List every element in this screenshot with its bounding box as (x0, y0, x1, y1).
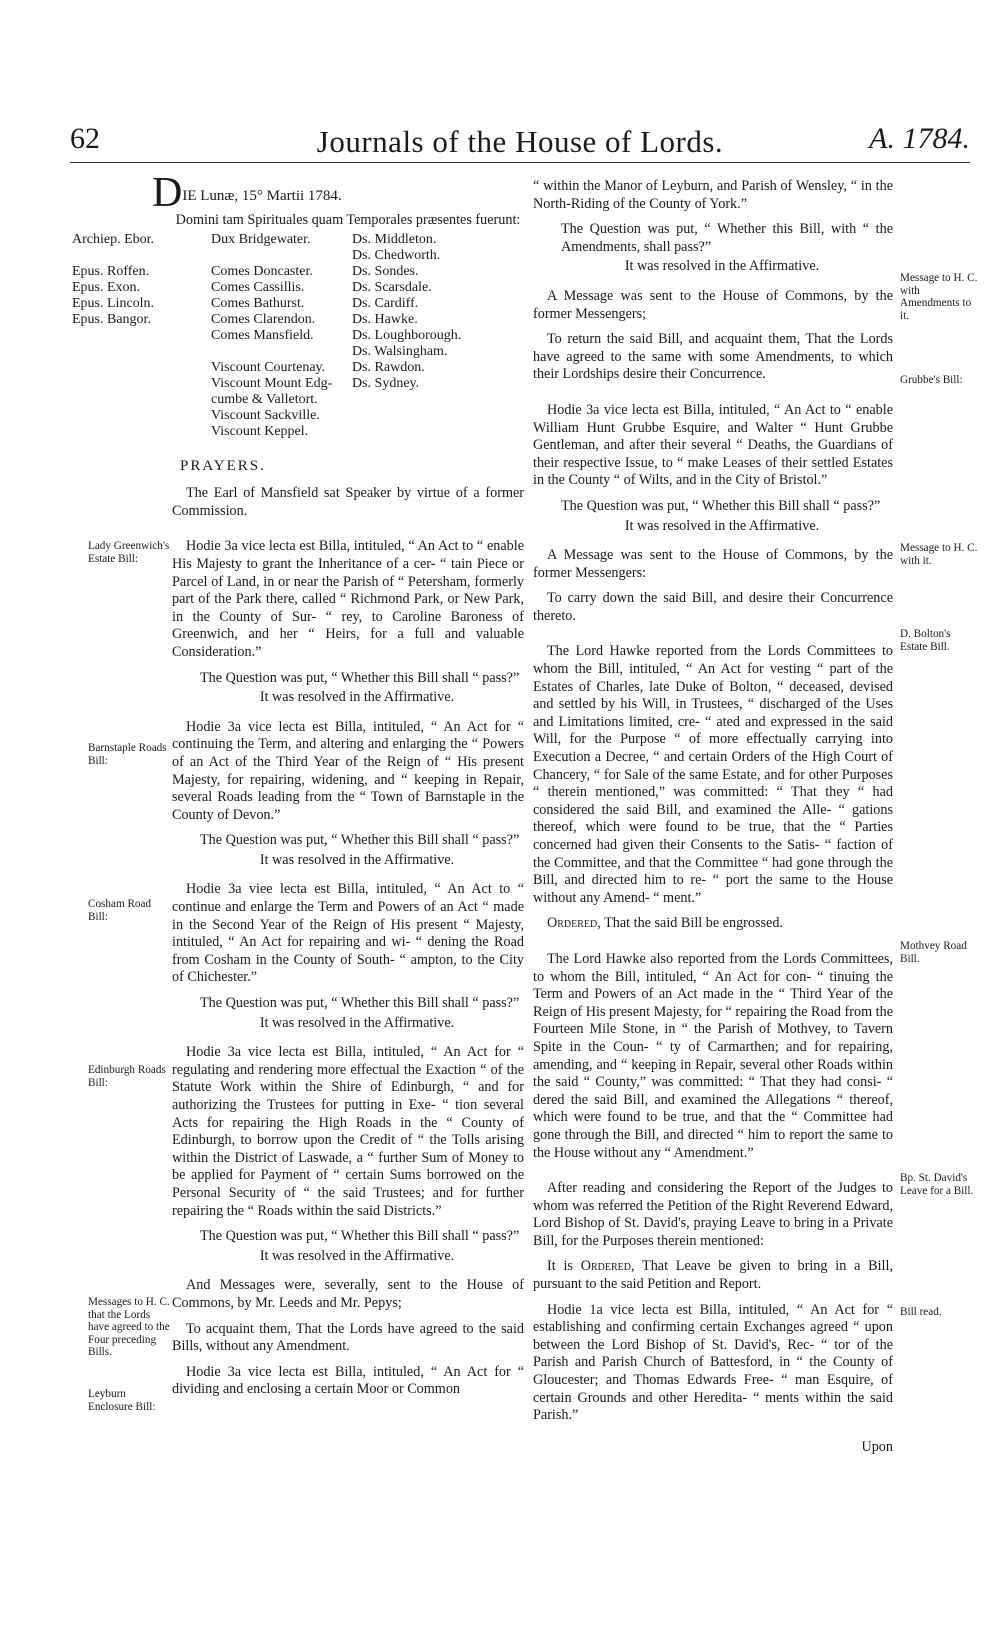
st-davids-report-text: After reading and considering the Report of the Judges to whom was referred the Petition of the Right Reverend Edward, Lord Bishop of St. David's, praying Leave to bring in a Private Bill, for the Purposes therein mentioned: (533, 1180, 893, 1249)
attendee-name: Ds. Hawke. (352, 311, 418, 327)
resolution: It was resolved in the Affirmative. (259, 851, 455, 868)
resolution: It was resolved in the Affirmative. (624, 258, 820, 275)
margin-note-bolton: D. Bolton's Estate Bill. (900, 628, 951, 653)
attendee-name: Epus. Lincoln. (72, 295, 155, 311)
attendee-name: Ds. Chedworth. (352, 247, 441, 263)
page-year: A. 1784. (869, 122, 970, 155)
margin-note-grubbe: Grubbe's Bill: (900, 374, 963, 386)
attendee-name: Epus. Exon. (72, 279, 141, 295)
resolution: It was resolved in the Affirmative. (259, 689, 455, 706)
attendee-name: Comes Cassillis. (211, 279, 305, 295)
present-heading: Domini tam Spirituales quam Temporales præsentes fuerunt: (175, 212, 521, 228)
question-put: The Question was put, “ Whether this Bill, with “ the Amendments, shall pass?” (561, 221, 893, 255)
attendee-name (211, 344, 351, 360)
attendance-col-peers (211, 232, 351, 440)
attendee-name: Ds. Rawdon. (352, 359, 425, 375)
ordered-label: Ordered (580, 1258, 631, 1275)
question-put: The Question was put, “ Whether this Bill shall “ pass?” (200, 832, 520, 849)
resolution: It was resolved in the Affirmative. (624, 517, 820, 534)
attendee-name: Viscount Courtenay. (211, 359, 326, 375)
messages-text: And Messages were, severally, sent to the House of Commons, by Mr. Leeds and Mr. Pepys; (172, 1277, 524, 1311)
return-bill-text: To return the said Bill, and acquaint them, That the Lords have agreed to the same with some Amendments, to which their Lordships desire their Concurrence. (533, 331, 893, 383)
ordered-label: Ordered (547, 915, 598, 932)
attendee-name: Comes Doncaster. (211, 263, 313, 279)
attendee-name: Ds. Walsingham. (352, 343, 448, 359)
attendance-list (72, 232, 524, 438)
carry-down-text: To carry down the said Bill, and desire their Concurrence thereto. (533, 590, 893, 624)
leyburn-bill-text: Hodie 3a vice lecta est Billa, intituled, “ An Act for “ dividing and enclosing a certain Moor or Common (172, 1363, 524, 1398)
ordered-text: , That the said Bill be engrossed. (597, 915, 783, 932)
message-text: A Message was sent to the House of Commons, by the former Messengers: (533, 547, 893, 581)
margin-note-greenwich: Lady Greenwich's Estate Bill: (88, 540, 170, 565)
resolution: It was resolved in the Affirmative. (259, 1014, 455, 1031)
question-put: The Question was put, “ Whether this Bill shall “ pass?” (200, 995, 520, 1012)
sitting-date (152, 170, 524, 216)
ordered-engrossed (533, 915, 893, 933)
attendee-name: Archiep. Ebor. (72, 231, 155, 247)
margin-note-cosham: Cosham Road Bill: (88, 898, 152, 923)
attendance-col-bishops (72, 232, 210, 328)
attendee-name: Ds. Middleton. (352, 231, 437, 247)
greenwich-bill-text: Hodie 3a vice lecta est Billa, intituled, “ An Act to “ enable His Majesty to grant the Inheritance of a cer- “ tain Piece or Parcel of Land, in or near the Parish of “ Petersham, formerly part of the Park there, called “ Richmond Park, or New Park, in the County of Sur- “ rey, to Caroline Baroness of Greenwich, and her “ Heirs, for a full and valuable Consideration.” (172, 538, 524, 660)
resolution: It was resolved in the Affirmative. (259, 1247, 455, 1264)
acquaint-text: To acquaint them, That the Lords have agreed to the said Bills, without any Amendment. (172, 1320, 524, 1355)
prayers-heading: PRAYERS. (180, 457, 266, 474)
attendee-name: cumbe & Valletort. (211, 391, 318, 407)
attendee-name: Epus. Bangor. (72, 311, 151, 327)
bolton-report-text: The Lord Hawke reported from the Lords Committees to whom the Bill, intituled, “ An Act for vesting “ part of the Estates of Charles, late Duke of Bolton, “ deceased, devised and settled by his Will, in Trustees, “ discharged of the Uses and Limitations limited, cre- “ ated and expressed in the said Will, for the Purpose “ of more effectually carrying into Execution a Decree, “ and certain Orders of the High Court of Chancery, “ for Sale of the same Estate, and for other Purposes “ therein mentioned,” was committed: “ That they “ had considered the said Bill, and examined the Alle- “ gations thereof, which were found to be true, that the “ Parties concerned had given their Consents to the Satis- “ faction of the Committee, and that the Committee “ had gone through the Bill, and directed him to re- “ port the same to the House without any Amend- “ ment.” (533, 643, 893, 906)
question-put: The Question was put, “ Whether this Bill shall “ pass?” (561, 497, 881, 514)
catchword: Upon (861, 1438, 893, 1455)
mothvey-report-text: The Lord Hawke also reported from the Lords Committees, to whom the Bill, intituled, “ An Act for con- “ tinuing the Term and Powers of an Act made in the “ Third Year of the Reign of His present Majesty, for “ repairing the Road from the Fourteen Mile Stone, in “ the Parish of Mothvey, to Tavern Spite in the Coun- “ ty of Carmarthen; and for repairing, amending, and “ keeping in Repair, several other Roads within the said “ County,” was committed: “ That they had consi- “ dered the said Bill, and examined the Allegations “ thereof, which were found to be true, and that the “ Committee had gone through the Bill, and directed “ him to report the same to the House without any “ Amendment.” (533, 950, 893, 1161)
attendance-col-barons (352, 232, 482, 392)
margin-note-messages: Messages to H. C. that the Lords have agreed to the Four preceding Bills. (88, 1296, 170, 1358)
attendee-name: Viscount Keppel. (211, 423, 309, 439)
attendee-name: Ds. Sydney. (352, 375, 420, 391)
question-put: The Question was put, “ Whether this Bill shall “ pass?” (200, 1228, 520, 1245)
page-header (70, 122, 970, 172)
attendee-name: Comes Mansfield. (211, 327, 314, 343)
attendee-name: Dux Bridgewater. (211, 231, 311, 247)
cosham-bill-text: Hodie 3a viee lecta est Billa, intituled, “ An Act to “ continue and enlarge the Term and Powers of an Act “ made in the Second Year of the Reign of His present “ Majesty, intituled, “ An Act for repairing and wi- “ dening the Road from Cosham in the County of South- “ ampton, to the City of Chichester.” (172, 881, 524, 986)
grubbe-bill-text: Hodie 3a vice lecta est Billa, intituled, “ An Act to “ enable William Hunt Grubbe Esquire, and Walter “ Hunt Grubbe Gentleman, and after their several “ Deaths, the Guardians of their respective Issue, to “ make Leases of their settled Estates in the County “ of Wilts, and in the City of Bristol.” (533, 401, 893, 489)
message-text: A Message was sent to the House of Commons, by the former Messengers; (533, 287, 893, 322)
leave-ordered: It is Ordered, That Leave be given to bring in a Bill, pursuant to the said Petition and Report. (533, 1258, 893, 1293)
edinburgh-bill-text: Hodie 3a vice lecta est Billa, intituled, “ An Act for “ regulating and rendering more effectual the Exaction “ of the Statute Work within the Shire of Edinburgh, “ and for authorizing the Trustees for putting in Exe- “ tion several Acts for repairing the High Roads in the “ County of Edinburgh, to borrow upon the Credit of “ the Tolls arising within the District of Laswade, a “ further Sum of Money to be applied for Payment of “ certain Sums borrowed on the Personal Security of “ the said Trustees; and for further repairing the “ Roads within the said Districts.” (172, 1044, 524, 1219)
journal-title: Journals of the House of Lords. (316, 124, 724, 159)
attendee-name: Comes Clarendon. (211, 311, 316, 327)
exchanges-bill-text: Hodie 1a vice lecta est Billa, intituled, “ An Act for “ establishing and confirming certain Exchanges agreed “ upon between the Lord Bishop of St. David's, Rec- “ tor of the Parish and Parish Church of Battesford, in “ the County of Gloucester; and Thomas Edwards Free- “ man Esquire, of certain Grounds and other Heredita- “ ments within the said Parish.” (533, 1301, 893, 1424)
margin-note-edinburgh: Edinburgh Roads Bill: (88, 1064, 166, 1089)
attendee-name: Viscount Sackville. (211, 407, 320, 423)
drop-cap: D (152, 170, 183, 216)
attendee-name: Epus. Roffen. (72, 263, 150, 279)
attendee-name: Ds. Scarsdale. (352, 279, 432, 295)
speaker-note: The Earl of Mansfield sat Speaker by virtue of a former Commission. (172, 485, 524, 519)
margin-note-message-amendments: Message to H. C. with Amendments to it. (900, 272, 978, 322)
leyburn-bill-continued: “ within the Manor of Leyburn, and Parish of Wensley, “ in the North-Riding of the County of York.” (533, 178, 893, 212)
attendee-name: Comes Bathurst. (211, 295, 305, 311)
attendee-name: Ds. Sondes. (352, 263, 419, 279)
attendee-name: Ds. Cardiff. (352, 295, 419, 311)
sitting-date-text: IE Lunæ, 15° Martii 1784. (182, 188, 342, 204)
attendee-name (72, 248, 210, 264)
margin-note-message-with-it: Message to H. C. with it. (900, 542, 978, 567)
attendee-name (211, 248, 351, 264)
margin-note-leyburn: Leyburn Enclosure Bill: (88, 1388, 156, 1413)
margin-note-st-davids: Bp. St. David's Leave for a Bill. (900, 1172, 974, 1197)
page-number: 62 (70, 122, 100, 155)
question-put: The Question was put, “ Whether this Bill shall “ pass?” (200, 669, 520, 686)
margin-note-barnstaple: Barnstaple Roads Bill: (88, 742, 167, 767)
right-column (533, 178, 893, 1464)
barnstaple-bill-text: Hodie 3a vice lecta est Billa, intituled, “ An Act for “ continuing the Term, and altering and enlarging the “ Powers of an Act of the Third Year of the Reign of “ His present Majesty, for repairing, widening, and “ keeping in Repair, several Roads leading from the “ Town of Barnstaple in the County of Devon.” (172, 718, 524, 823)
attendee-name: Viscount Mount Edg- (211, 375, 333, 391)
margin-note-bill-read: Bill read. (900, 1306, 942, 1318)
attendee-name: Ds. Loughborough. (352, 327, 462, 343)
margin-note-mothvey: Mothvey Road Bill. (900, 940, 967, 965)
header-rule (70, 162, 970, 163)
